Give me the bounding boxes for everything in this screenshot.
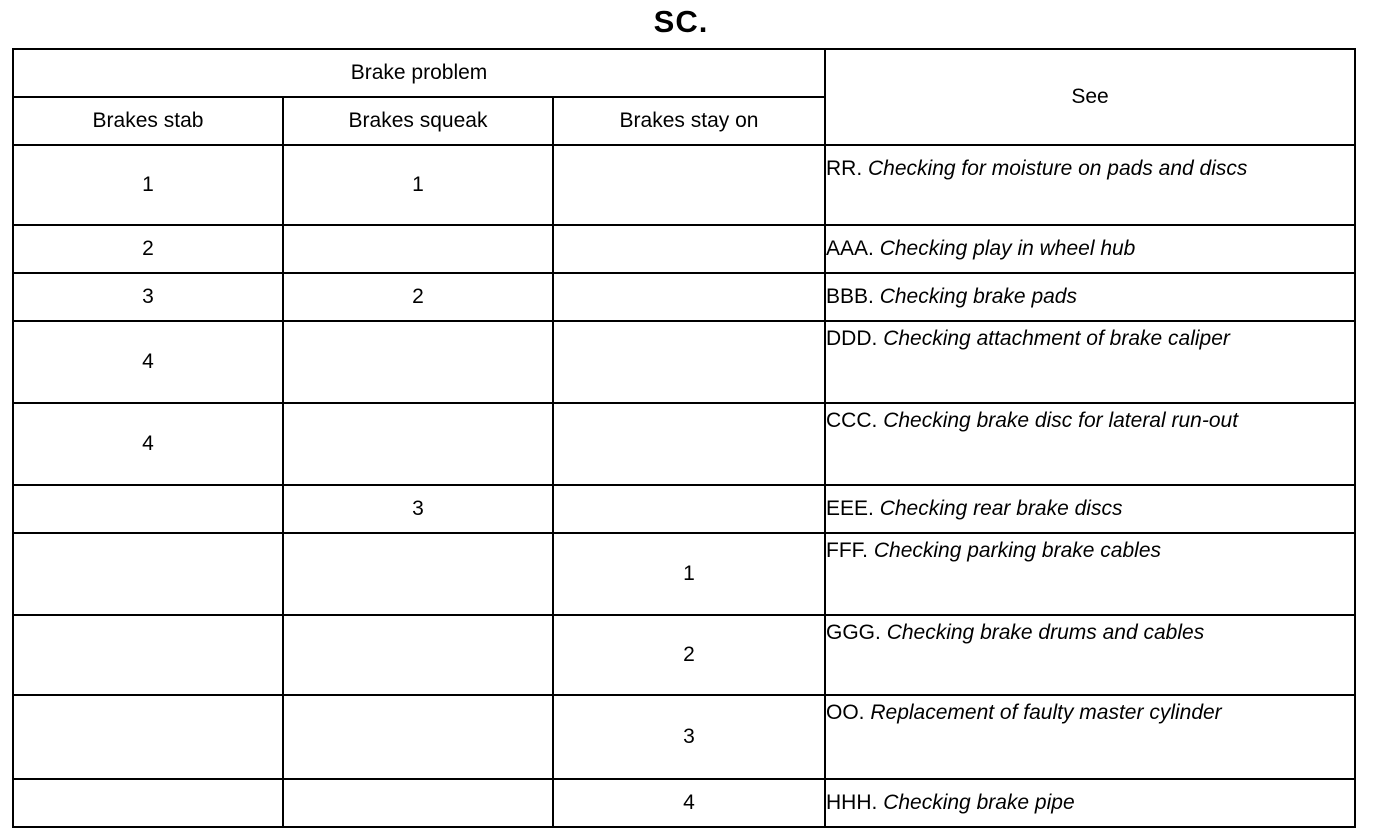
brakes-squeak-cell xyxy=(283,403,553,485)
reference-text: Checking rear brake discs xyxy=(879,497,1123,520)
brakes-stab-cell: 4 xyxy=(13,403,283,485)
brakes-stab-cell xyxy=(13,485,283,533)
brakes-squeak-cell xyxy=(283,695,553,779)
see-reference-cell xyxy=(825,403,1355,485)
brakes-stab-cell: 4 xyxy=(13,321,283,403)
table-row xyxy=(13,615,1355,695)
brakes-squeak-cell: 1 xyxy=(283,145,553,225)
brakes-stab-cell: 3 xyxy=(13,273,283,321)
table-row xyxy=(13,533,1355,615)
see-reference-cell xyxy=(825,779,1355,827)
reference-code: HHH. xyxy=(826,791,878,814)
brakes-stay-on-cell xyxy=(553,485,825,533)
table-row xyxy=(13,779,1355,827)
brakes-stay-on-cell xyxy=(553,273,825,321)
brakes-stab-cell xyxy=(13,615,283,695)
reference-text: Checking brake disc for lateral run-out xyxy=(883,409,1239,432)
brakes-squeak-cell xyxy=(283,533,553,615)
table-row xyxy=(13,273,1355,321)
brakes-stay-on-cell: 2 xyxy=(553,615,825,695)
brake-diagnosis-table xyxy=(12,48,1356,828)
table-row xyxy=(13,485,1355,533)
reference-text: Replacement of faulty master cylinder xyxy=(870,701,1222,724)
reference-text: Checking for moisture on pads and discs xyxy=(868,157,1248,180)
brakes-stay-on-cell: 4 xyxy=(553,779,825,827)
header-row-group xyxy=(13,49,1355,97)
reference-code: FFF. xyxy=(826,539,868,562)
column-header-brakes-stab: Brakes stab xyxy=(13,97,283,145)
reference-text: Checking attachment of brake caliper xyxy=(883,327,1230,350)
brakes-stab-cell: 1 xyxy=(13,145,283,225)
see-reference-cell xyxy=(825,485,1355,533)
see-reference-cell xyxy=(825,695,1355,779)
table-row xyxy=(13,145,1355,225)
brakes-squeak-cell: 2 xyxy=(283,273,553,321)
column-header-brakes-squeak: Brakes squeak xyxy=(283,97,553,145)
brakes-squeak-cell xyxy=(283,225,553,273)
reference-text: Checking brake drums and cables xyxy=(886,621,1205,644)
reference-code: BBB. xyxy=(826,285,874,308)
page-title: SC. xyxy=(653,4,709,39)
brakes-stab-cell xyxy=(13,533,283,615)
reference-code: EEE. xyxy=(826,497,874,520)
see-reference-cell xyxy=(825,533,1355,615)
table-row xyxy=(13,403,1355,485)
table-row xyxy=(13,321,1355,403)
reference-code: GGG. xyxy=(826,621,881,644)
see-reference-cell xyxy=(825,615,1355,695)
reference-text: Checking brake pads xyxy=(879,285,1077,308)
reference-text: Checking parking brake cables xyxy=(873,539,1162,562)
brakes-stay-on-cell xyxy=(553,321,825,403)
brake-problem-header: Brake problem xyxy=(13,49,825,97)
see-reference-cell xyxy=(825,145,1355,225)
reference-code: CCC. xyxy=(826,409,878,432)
brakes-stab-cell: 2 xyxy=(13,225,283,273)
brakes-stab-cell xyxy=(13,695,283,779)
reference-text: Checking play in wheel hub xyxy=(879,237,1136,260)
brakes-stay-on-cell xyxy=(553,403,825,485)
column-header-brakes-stay-on: Brakes stay on xyxy=(553,97,825,145)
brakes-squeak-cell xyxy=(283,615,553,695)
brakes-squeak-cell xyxy=(283,779,553,827)
see-reference-cell xyxy=(825,225,1355,273)
brakes-stab-cell xyxy=(13,779,283,827)
brakes-stay-on-cell xyxy=(553,225,825,273)
brakes-stay-on-cell: 1 xyxy=(553,533,825,615)
table-row xyxy=(13,225,1355,273)
brakes-stay-on-cell xyxy=(553,145,825,225)
see-reference-cell xyxy=(825,273,1355,321)
see-header: See xyxy=(825,49,1355,145)
see-reference-cell xyxy=(825,321,1355,403)
reference-code: OO. xyxy=(826,701,865,724)
table-row xyxy=(13,695,1355,779)
brakes-stay-on-cell: 3 xyxy=(553,695,825,779)
brakes-squeak-cell: 3 xyxy=(283,485,553,533)
reference-code: RR. xyxy=(826,157,863,180)
brakes-squeak-cell xyxy=(283,321,553,403)
reference-text: Checking brake pipe xyxy=(883,791,1075,814)
reference-code: DDD. xyxy=(826,327,878,350)
reference-code: AAA. xyxy=(826,237,874,260)
